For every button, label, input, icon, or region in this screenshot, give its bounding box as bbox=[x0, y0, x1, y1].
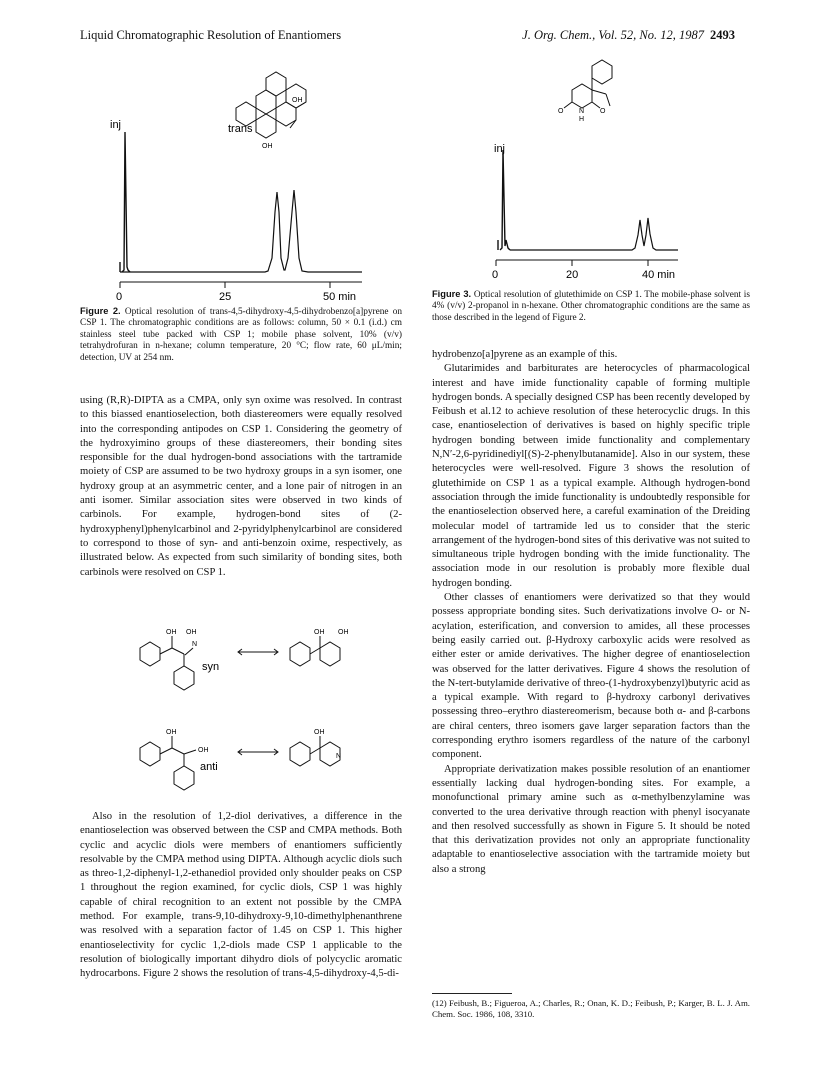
oh-label: OH bbox=[338, 629, 349, 636]
oh-label: OH bbox=[314, 629, 325, 636]
footnote-rule bbox=[432, 993, 512, 994]
figure-2-chromatogram bbox=[80, 62, 410, 302]
paragraph: hydrobenzo[a]pyrene as an example of this. bbox=[432, 349, 618, 360]
carbinol-scheme bbox=[110, 628, 400, 808]
paragraph: Appropriate derivatization makes possible resolution of an enantiomer essentially lacking dual hydrogen-bonding sites. For example, a monofunctional primary amine such as α-methylbenzylamine was converted to the urea derivative through reaction with phenyl isocyanate and then resolved successfully as shown in Figure 5. It should be noted that this derivatization provides not only an appropriate functionality adaptable to enantioselective association with the tartramide moiety but also a strong bbox=[432, 763, 750, 875]
figure-3-caption bbox=[432, 289, 750, 324]
figure-3-caption-text: Optical resolution of glutethimide on CSP 1. The mobile-phase solvent is 4% (v/v) 2-propanol in n-hexane. Other chromatographic conditions are the same as those described in the legend of Figure 2. bbox=[432, 290, 750, 323]
tick-label-0: 0 bbox=[116, 291, 123, 302]
running-header-journal bbox=[522, 28, 735, 43]
figure-2-caption-label: Figure 2. bbox=[80, 306, 121, 316]
paragraph: Glutarimides and barbiturates are heterocycles of pharmacological interest and have imide functionality capable of forming multiple hydrogen bonds. A specially designed CSP has been recently developed by Feibush et al.12 to achieve resolution of these heterocyclic drugs. In this case, enantioselection of derivatives is based on highly specific triple hydrogen bonding between imide functionality and complementary N,N′-2,6-pyridinediyl[(S)-2-phenylbutanamide]. Also in our system, these heterocycles were well-resolved. Figure 3 shows the resolution of glutethimide on CSP 1 as a typical example. Although hydrogen-bond association through the imide functionality is undoubtedly responsible for the enantioselection observed here, a careful examination of the Dreiding molecular model of tartramide led us to consider that the steric arrangement of the hydrogen-bond sites of this derivative was not suited to simultaneous triple hydrogen bonding with the imide functionality. The association mode in our resolution is probably more flexible dual hydrogen bonding. bbox=[432, 363, 750, 589]
chromatogram-trace bbox=[510, 218, 678, 250]
figure-3-caption-label: Figure 3. bbox=[432, 289, 472, 299]
paragraph: Also in the resolution of 1,2-diol derivatives, a difference in the enantioselection was observed between the CSP and CMPA methods. Both cyclic and acyclic diols were members of enantiomers sufficiently resolvable by the CMPA method using DIPTA. Although acyclic diols such as threo-1,2-diphenyl-1,2-ethanediol provided only shoulder peaks on CSP 1 throughout the region examined, for cyclic diols, CSP 1 was highly capable of chiral recognition to an extent not possible by the CMPA method. For example, trans-9,10-dihydroxy-9,10-dimethylphenanthrene was resolved with a separation factor of 1.45 on CSP 1. This higher enantioselectivity for cyclic 1,2-diols made CSP 1 applicable to the resolution of biologically important dihydro diols of polycyclic aromatic hydrocarbons. Figure 2 shows the resolution of trans-4,5-dihydroxy-4,5-di- bbox=[80, 811, 402, 980]
figure-2-caption bbox=[80, 306, 402, 364]
tick-label-0: 0 bbox=[492, 269, 499, 281]
atom-o-left: O bbox=[558, 108, 564, 115]
oh-label: OH bbox=[166, 729, 177, 736]
anti-label: anti bbox=[200, 761, 218, 773]
chromatogram-trace bbox=[120, 190, 362, 272]
paragraph: Other classes of enantiomers were derivatized so that they would possess appropriate bonding sites. Such derivatizations involve O- or N-acylation, esterification, and conversion to amides, all these processes being easily carried out. β-Hydroxy carboxylic acids were resolved as either ester or amide derivatives. The higher degree of enantioselection was observed for the latter derivatives. Figure 4 shows the resolution of the N-tert-butylamide derivative of threo-(1-hydroxybenzyl)butyric acid as a typical example. With regard to β-hydroxy carbonyl derivatives possessing threo–erythro diastereomerism, because both α- and β-carbons are chiral centers, threo isomers gave larger separation factors than the corresponding erythro isomers regardless of the nature of the carbonyl component. bbox=[432, 592, 750, 761]
figure-3-chromatogram bbox=[482, 50, 702, 285]
footnote-12: (12) Feibush, B.; Figueroa, A.; Charles, R.; Onan, K. D.; Feibush, P.; Karger, B. L. J. Am. Chem. Soc. 1986, 108, 3310. bbox=[432, 998, 750, 1019]
oh-label-bottom: OH bbox=[262, 143, 273, 150]
right-column-text bbox=[432, 348, 750, 877]
glutethimide-structure bbox=[564, 60, 612, 108]
syn-label: syn bbox=[202, 661, 220, 673]
atom-n: N bbox=[579, 108, 585, 115]
inj-label: inj bbox=[494, 143, 506, 155]
atom-o-right: O bbox=[600, 108, 606, 115]
left-column-text-bottom bbox=[80, 810, 402, 982]
figure-2-caption-text: Optical resolution of trans-4,5-dihydroxy-4,5-dihydrobenzo[a]pyrene on CSP 1. The chromatographic conditions are as follows: column, 50 × 0.1 (i.d.) cm stainless steel tube packed with CSP 1; mobile phase solvent, 10% (v/v) tetrahydrofuran in n-hexane; column temperature, 20 °C; flow rate, 60 μL/min; detection, UV at 254 nm. bbox=[80, 307, 403, 363]
inj-label: inj bbox=[110, 119, 122, 131]
tick-label-50: 50 min bbox=[323, 291, 357, 302]
pyridine-n-label: N bbox=[336, 753, 342, 760]
oh-label-top: OH bbox=[292, 97, 303, 104]
oh-label: OH bbox=[198, 747, 209, 754]
paragraph: using (R,R)-DIPTA as a CMPA, only syn oxime was resolved. In contrast to this biassed enantioselection, both diastereomers were equally resolved into the corresponding antipodes on CSP 1. Considering the geometry of the hydroxyimino groups of these diastereomers, their bonding sites responsible for the dual hydrogen-bond associations with the tartramide moiety of CSP are assumed to be two hydroxy groups in a syn isomer, one hydroxy group at an asymmetric center, and a lone pair of nitrogen in an anti isomer. Similar association sites were observed in two kinds of carbinols. For example, hydrogen-bond sites of (2-hydroxyphenyl)phenylcarbinol and 2-pyridylphenylcarbinol are considered to correspond to those of syn- and anti-benzoin oxime, respectively, as illustrated below. As expected from such similarity of bonding sites, both carbinols were resolved on CSP 1. bbox=[80, 395, 402, 578]
injection-peak bbox=[498, 150, 510, 250]
atom-h: H bbox=[579, 116, 585, 123]
injection-peak bbox=[120, 132, 130, 272]
tick-label-20: 20 bbox=[566, 269, 579, 281]
oh-label: OH bbox=[186, 629, 197, 636]
left-column-text-top bbox=[80, 394, 402, 580]
oh-label: OH bbox=[314, 729, 325, 736]
trans-label: trans bbox=[228, 123, 253, 135]
journal-citation: J. Org. Chem., Vol. 52, No. 12, 1987 bbox=[522, 28, 704, 42]
running-header-title: Liquid Chromatographic Resolution of Enantiomers bbox=[80, 28, 342, 42]
oh-label: OH bbox=[166, 629, 177, 636]
tick-label-25: 25 bbox=[219, 291, 232, 302]
page-number: 2493 bbox=[710, 28, 735, 42]
tick-label-40: 40 min bbox=[642, 269, 676, 281]
n-label: N bbox=[192, 641, 198, 648]
